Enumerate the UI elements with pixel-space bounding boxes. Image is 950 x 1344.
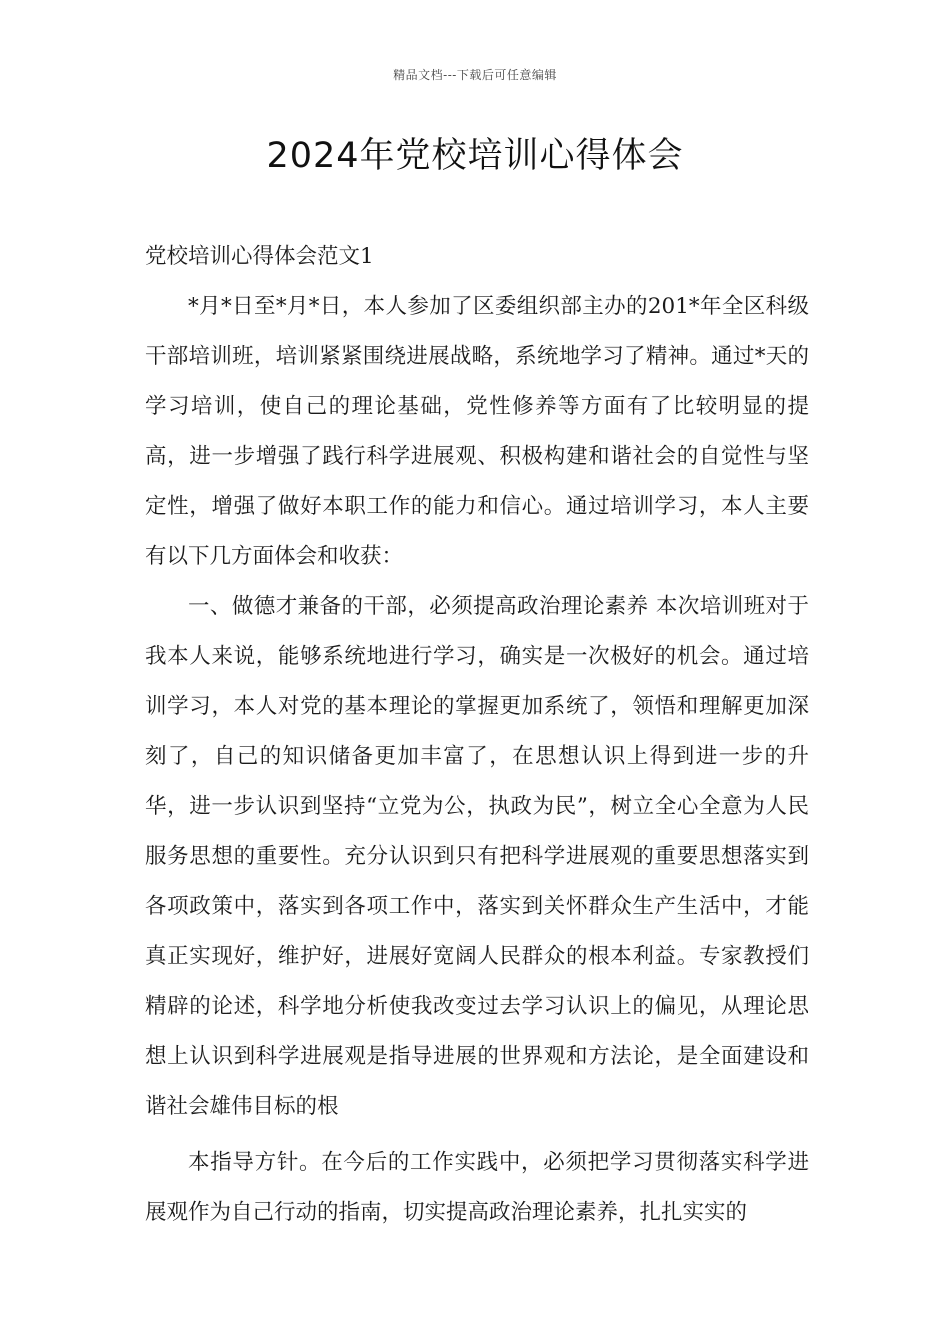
paragraph-section-one: 一、做德才兼备的干部，必须提高政治理论素养 本次培训班对于我本人来说，能够系统地进行学习，确实是一次极好的机会。通过培训学习，本人对党的基本理论的掌握更加系统了，领悟和理解更加深刻了，自己的知识储备更加丰富了，在思想认识上得到进一步的升华，进一步认识到坚持“立党为公，执政为民”，树立全心全意为人民服务思想的重要性。充分认识到只有把科学进展观的重要思想落实到各项政策中，落实到各项工作中，落实到关怀群众生产生活中，才能真正实现好，维护好，进展好宽阔人民群众的根本利益。专家教授们精辟的论述，科学地分析使我改变过去学习认识上的偏见，从理论思想上认识到科学进展观是指导进展的世界观和方法论，是全面建设和谐社会雄伟目标的根: [145, 594, 809, 1119]
section-subtitle: 党校培训心得体会范文1: [145, 244, 374, 269]
document-body: [145, 232, 809, 1238]
paragraph-continuation: 本指导方针。在今后的工作实践中，必须把学习贯彻落实科学进展观作为自己行动的指南，切实提高政治理论素养，扎扎实实的: [145, 1150, 809, 1225]
paragraph-intro: *月*日至*月*日，本人参加了区委组织部主办的201*年全区科级干部培训班，培训紧紧围绕进展战略，系统地学习了精神。通过*天的学习培训，使自己的理论基础，党性修养等方面有了比较明显的提高，进一步增强了践行科学进展观、积极构建和谐社会的自觉性与坚定性，增强了做好本职工作的能力和信心。通过培训学习，本人主要有以下几方面体会和收获：: [145, 294, 809, 569]
document-title: 2024年党校培训心得体会: [266, 136, 684, 176]
page-header: 精品文档---下载后可任意编辑: [393, 68, 557, 82]
